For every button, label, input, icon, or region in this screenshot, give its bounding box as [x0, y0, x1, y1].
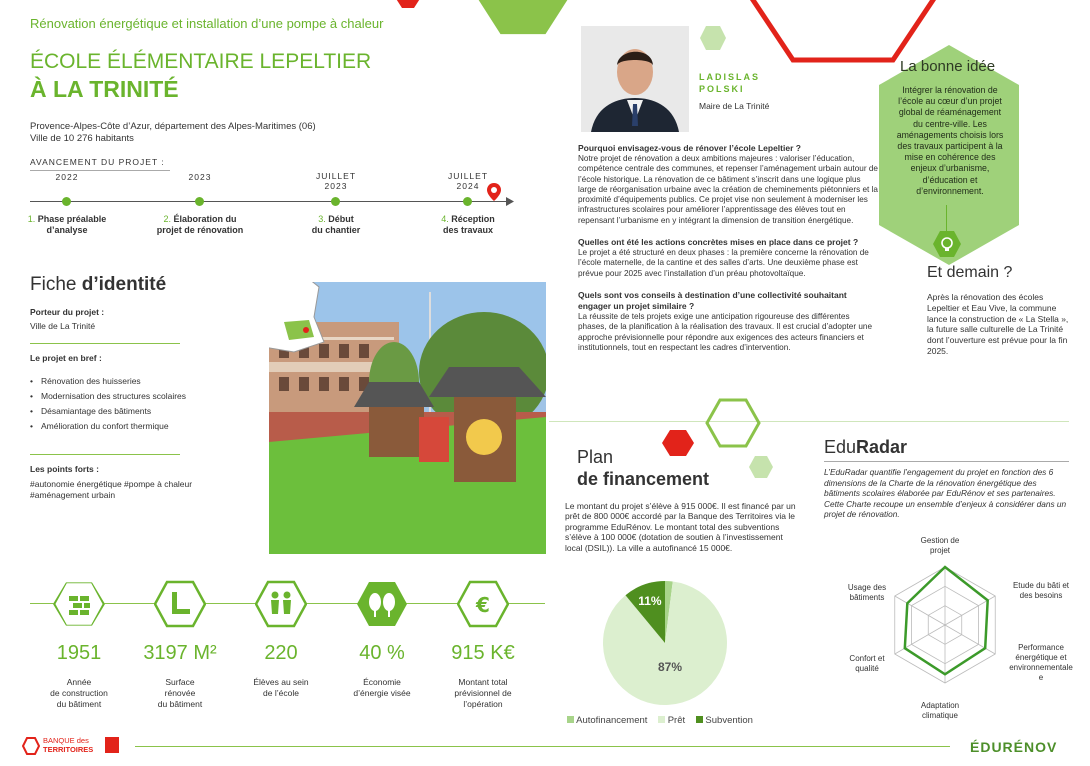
- timeline-year: 2022: [55, 172, 79, 182]
- location-region: Provence-Alpes-Côte d’Azur, département des Alpes-Maritimes (06): [30, 121, 316, 132]
- banque-territoires-logo-icon: [22, 737, 40, 755]
- mayor-role: Maire de La Trinité: [699, 101, 770, 111]
- porteur-value: Ville de La Trinité: [30, 321, 96, 331]
- timeline-label-divider: [30, 170, 170, 171]
- forts-text: #autonomie énergétique #pompe à chaleur #aménagement urbain: [30, 479, 193, 500]
- school-photo: [269, 282, 546, 554]
- section-divider: [549, 421, 1069, 422]
- eduradar-chart: [880, 555, 1010, 695]
- financement-pie-chart: [600, 578, 730, 708]
- radar-axis: [895, 596, 945, 625]
- mayor-photo: [581, 26, 689, 132]
- timeline-phase: 3. Début du chantier: [311, 214, 361, 235]
- edurenov-logo: ÉDURÉNOV: [970, 739, 1058, 755]
- france-map-inset: [269, 282, 334, 362]
- answer: Notre projet de rénovation a deux ambitions majeures : valoriser l’éducation, compétence centrale des communes, et repenser l’aménagement urbain autour de l’école historique. La rénovation de ce bâtiment s’inscrit dans une logique plus large de réorganisation urbaine avec la création de cheminements piétonniers et la proximité d’équipements publics. Ce projet vise non seulement à moderniser les infrastructures scolaires pour améliorer l’apprentissage des élèves tout en repensant l’urbanisme en y intégrant la dimension de transition énergétique.: [578, 154, 878, 225]
- divider: [30, 454, 180, 455]
- radar-label: Adaptation climatique: [920, 701, 960, 720]
- bref-list: [30, 374, 230, 434]
- page-title-line1: ÉCOLE ÉLÉMENTAIRE LEPELTIER: [30, 50, 372, 73]
- stat-value: 220: [264, 642, 298, 664]
- svg-text:€: €: [476, 593, 490, 617]
- radar-label: Confort et qualité: [849, 654, 885, 673]
- banque-territoires-logo: BANQUE des TERRITOIRES: [43, 736, 94, 754]
- question: Pourquoi envisagez-vous de rénover l’école Lepeltier ?: [578, 143, 801, 153]
- interview-text: [578, 143, 880, 353]
- mayor-name: LADISLAS POLSKI: [699, 72, 760, 94]
- timeline-phase: 4. Réception des travaux: [441, 214, 495, 235]
- timeline-year: JUILLET 2024: [447, 171, 489, 191]
- timeline-dot: [195, 197, 204, 206]
- demain-title: Et demain ?: [927, 264, 1013, 281]
- radar-label: Performance énergétique et environnementale e: [1009, 643, 1073, 682]
- radar-axis: [945, 625, 995, 654]
- decor-hexagon-small-1: [700, 26, 726, 50]
- timeline-phase: 1. Phase préalable d’analyse: [27, 214, 107, 235]
- timeline-year: JUILLET 2023: [315, 171, 357, 191]
- stat-label: Année de construction du bâtiment: [50, 677, 108, 709]
- page-title-line2: À LA TRINITÉ: [30, 76, 179, 102]
- lightbulb-icon: [932, 230, 962, 258]
- cdc-logo: [105, 737, 119, 753]
- divider: [30, 343, 180, 344]
- euro-icon: [457, 580, 509, 633]
- trees-icon: [356, 580, 408, 633]
- location: [30, 121, 316, 145]
- legend-item: Subvention: [696, 715, 753, 726]
- stat-value: 915 K€: [451, 642, 515, 664]
- stat-label: Surface rénovée du bâtiment: [157, 677, 203, 709]
- decor-hexagon-green: [478, 0, 568, 38]
- timeline-dot: [463, 197, 472, 206]
- children-icon: [255, 580, 307, 633]
- demain-line: [946, 205, 947, 233]
- timeline-dot: [331, 197, 340, 206]
- legend-item: Prêt: [658, 715, 685, 726]
- pie-label: 11%: [638, 593, 662, 608]
- legend-item: Autofinancement: [567, 715, 647, 726]
- eduradar-title: EduRadar: [824, 437, 908, 457]
- location-population: Ville de 10 276 habitants: [30, 133, 134, 144]
- timeline-step-3: [301, 171, 371, 235]
- radar-label: Usage des bâtiments: [847, 583, 887, 602]
- question: Quelles ont été les actions concrètes mises en place dans ce projet ?: [578, 237, 859, 248]
- decor-hexagon-red-small: [393, 0, 423, 8]
- list-item: • Désamiantage des bâtiments: [30, 404, 230, 419]
- pie-legend: [567, 715, 753, 726]
- pie-label: 87%: [657, 660, 683, 674]
- stat-value: 1951: [56, 642, 102, 664]
- stat-label: Montant total prévisionnel de l’opération: [454, 677, 512, 709]
- timeline-step-1: [27, 172, 107, 235]
- answer: Le projet a été structuré en deux phases : la première concerne la rénovation de l’école maternelle, de la cantine et des salles d’arts. Une deuxième phase est prévue pour 2025 avec l’installation d’un préau photovoltaïque.: [578, 248, 869, 278]
- stat-label: Économie d’énergie visée: [353, 677, 411, 698]
- porteur-label: Porteur du projet :: [30, 307, 105, 317]
- bonne-idee-text: Intégrer la rénovation de l’école au cœur d’un projet global de réaménagement du centre-ville. Les aménagements choisis lors des travaux participent à la mise en cohérence des enjeux d’urbanisme, d’éducation et d’environnement.: [896, 85, 1004, 196]
- divider: [824, 461, 1069, 462]
- forts-label: Les points forts :: [30, 464, 99, 474]
- answer: La réussite de tels projets exige une anticipation rigoureuse des différentes phases, de la planification à la réalisation des travaux. Il est crucial d’adopter une approche prévisionnelle pour répondre aux exigences des acteurs financiers et institutionnels, tout en respectant les cadres d’intervention.: [578, 311, 873, 352]
- timeline-axis: [30, 201, 508, 202]
- bref-label: Le projet en bref :: [30, 353, 102, 363]
- financement-text: Le montant du projet s’élève à 915 000€. Il est financé par un prêt de 800 000€ accordé par la Banque des Territoires via le programme EduRénov. Le montant total des subventions s’élève à 100 000€ (dotation de soutien à l’investissement local (DSIL)). La ville a autofinancé 15 000€.: [565, 501, 796, 553]
- radar-axis: [895, 625, 945, 654]
- timeline-label: AVANCEMENT DU PROJET :: [30, 157, 165, 167]
- demain-text: Après la rénovation des écoles Lepeltier et Eau Vive, la commune lance la construction de « La Stella », la future salle culturelle de La Trinité dont l’ouverture est prévue pour la fin 2025.: [927, 292, 1069, 356]
- stat-value: 3197 M²: [143, 642, 217, 664]
- timeline-arrow-icon: [506, 197, 514, 206]
- stat-label: Élèves au sein de l’école: [253, 677, 309, 698]
- timeline-dot: [62, 197, 71, 206]
- timeline-step-4: [433, 171, 503, 235]
- fiche-title: Fiche d’identité: [30, 274, 167, 295]
- radar-label: Etude du bâti et des besoins: [1012, 581, 1070, 600]
- ruler-icon: [154, 580, 206, 633]
- financement-title: Plan de financement: [577, 447, 710, 489]
- question: Quels sont vos conseils à destination d’une collectivité souhaitant engager un projet similaire ?: [578, 289, 847, 311]
- list-item: • Rénovation des huisseries: [30, 374, 230, 389]
- timeline-step-2: [156, 172, 244, 235]
- stat-value: 40 %: [359, 642, 405, 664]
- list-item: • Modernisation des structures scolaires: [30, 389, 230, 404]
- header-subtitle: Rénovation énergétique et installation d’une pompe à chaleur: [30, 16, 384, 31]
- footer-line: [135, 746, 950, 747]
- timeline-phase: 2. Élaboration du projet de rénovation: [156, 214, 244, 235]
- timeline-year: 2023: [188, 172, 212, 182]
- eduradar-text: L’EduRadar quantifie l’engagement du projet en fonction des 6 dimensions de la Charte de la rénovation énergétique des bâtiments scolaires élaborée par EduRénov et ses partenaires. Cette Charte recoupe un ensemble d’enjeux à considérer dans un projet de rénovation.: [824, 467, 1067, 520]
- list-item: • Amélioration du confort thermique: [30, 419, 230, 434]
- radar-label: Gestion de projet: [920, 536, 960, 555]
- bonne-idee-title: La bonne idée: [900, 58, 996, 75]
- bricks-icon: [53, 580, 105, 628]
